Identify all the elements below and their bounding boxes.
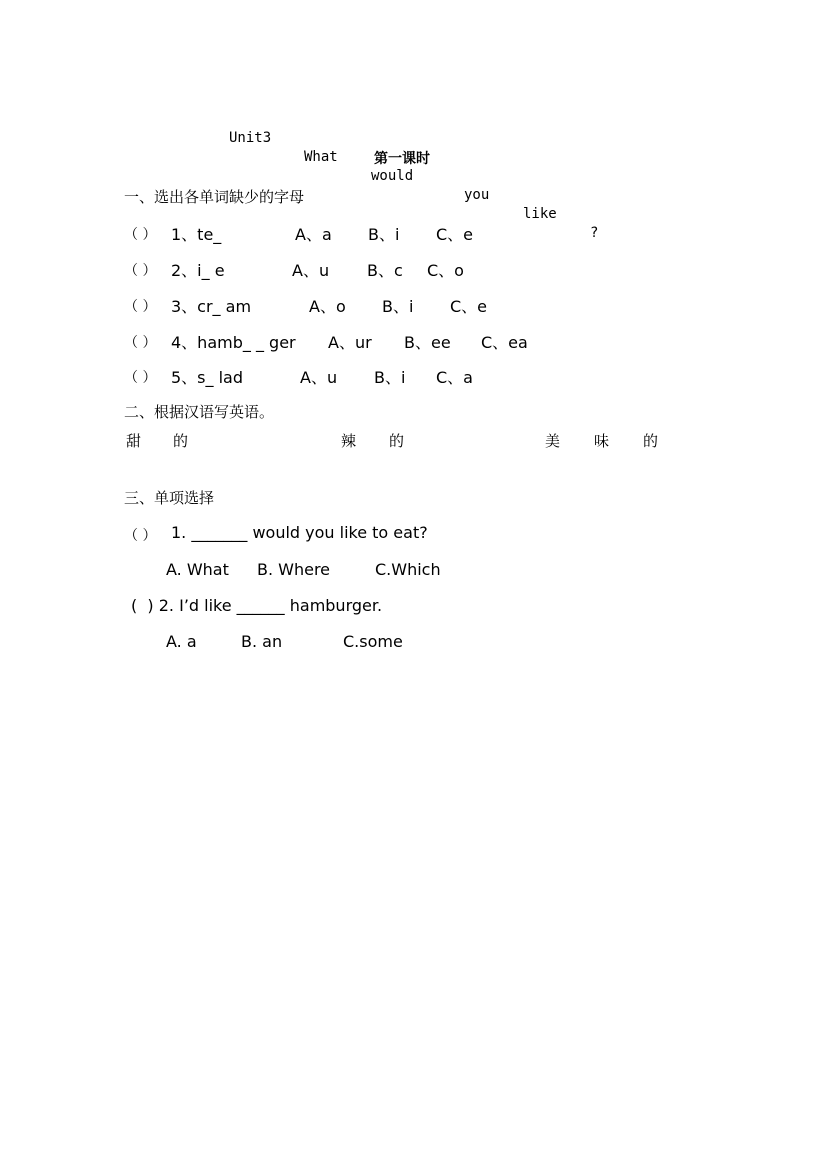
lesson-subtitle: 第一课时	[374, 151, 430, 167]
chinese-char: 味	[594, 432, 610, 450]
option-c: C、e	[450, 297, 488, 316]
option-c: C.some	[343, 632, 403, 651]
question-stem: 5、s_ lad	[171, 368, 244, 387]
option-b: B、ee	[404, 333, 451, 352]
option-a: A. What	[166, 560, 229, 579]
question-stem: 1. _______ would you like to eat?	[171, 523, 428, 542]
section1-heading: 一、选出各单词缺少的字母	[124, 188, 305, 206]
question-stem: 2、i_ e	[171, 261, 225, 280]
answer-paren: （ ）	[124, 227, 157, 243]
section2-heading: 二、根据汉语写英语。	[124, 403, 275, 421]
title-word-like: like	[523, 206, 557, 222]
option-a: A、u	[292, 261, 330, 280]
answer-paren: （ ）	[124, 335, 157, 351]
title-word-what: What	[304, 149, 338, 165]
option-c: C.Which	[375, 560, 441, 579]
chinese-char: 美	[545, 432, 561, 450]
answer-paren: （ ）	[124, 299, 157, 315]
option-a: A、a	[295, 225, 332, 244]
option-b: B、c	[367, 261, 403, 280]
title-word-you: you	[464, 187, 490, 203]
option-b: B、i	[374, 368, 406, 387]
title-word-question-mark: ?	[590, 225, 599, 241]
question-stem: 4、hamb_ _ ger	[171, 333, 296, 352]
question-stem: ( ) 2. I’d like ______ hamburger.	[131, 596, 383, 615]
option-b: B、i	[382, 297, 414, 316]
answer-paren: （ ）	[124, 263, 157, 279]
option-b: B. an	[241, 632, 283, 651]
option-c: C、a	[436, 368, 473, 387]
option-a: A、o	[309, 297, 346, 316]
answer-paren: （ ）	[124, 370, 157, 386]
question-stem: 1、te_	[171, 225, 222, 244]
title-word-would: would	[371, 168, 414, 184]
option-c: C、o	[427, 261, 464, 280]
option-a: A、u	[300, 368, 338, 387]
answer-paren: （ ）	[124, 528, 157, 544]
chinese-char: 甜	[126, 432, 142, 450]
question-stem: 3、cr_ am	[171, 297, 252, 316]
option-a: A. a	[166, 632, 197, 651]
option-c: C、ea	[481, 333, 528, 352]
option-a: A、ur	[328, 333, 372, 352]
chinese-char: 的	[389, 432, 405, 450]
section3-heading: 三、单项选择	[124, 489, 215, 507]
option-b: B. Where	[257, 560, 331, 579]
title-word-unit: Unit3	[229, 130, 272, 146]
chinese-char: 的	[643, 432, 659, 450]
option-c: C、e	[436, 225, 474, 244]
chinese-char: 的	[173, 432, 189, 450]
chinese-char: 辣	[341, 432, 357, 450]
option-b: B、i	[368, 225, 400, 244]
